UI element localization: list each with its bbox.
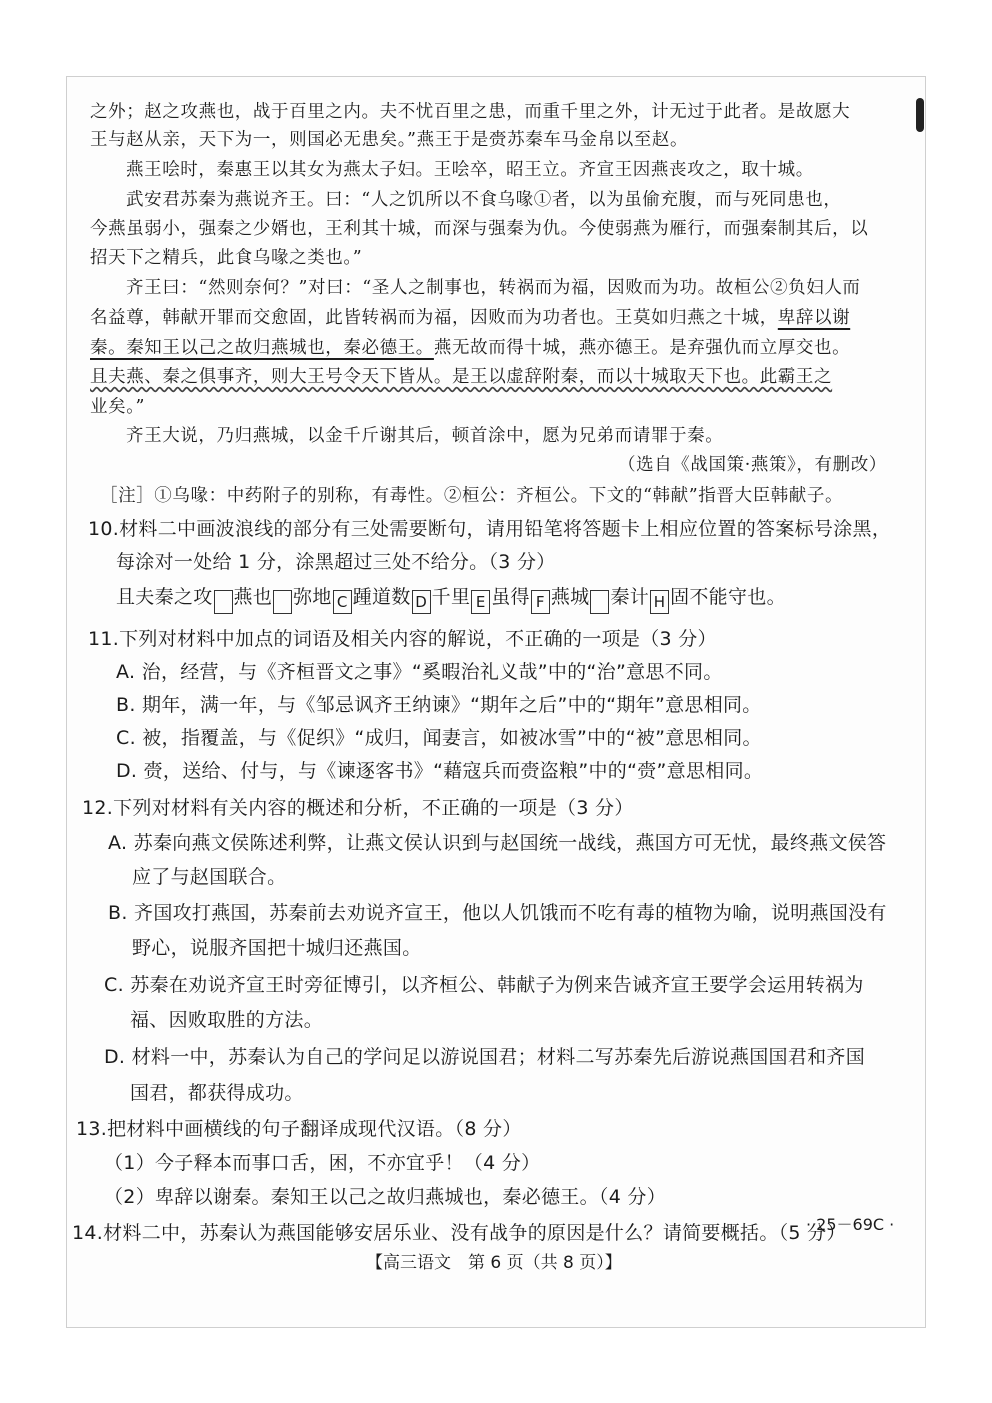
q12-stem: 12.下列对材料有关内容的概述和分析，不正确的一项是（3 分） bbox=[82, 797, 634, 819]
q13-sentence-1: （1）今子释本而事口舌，困，不亦宜乎！（4 分） bbox=[104, 1152, 541, 1174]
passage-line-1: 之外；赵之攻燕也，战于百里之内。夫不忧百里之患，而重千里之外，计无过于此者。是故愿大 bbox=[90, 102, 851, 122]
q12-option-b-line1[interactable]: B. 齐国攻打燕国，苏秦前去劝说齐宣王，他以人饥饿而不吃有毒的植物为喻，说明燕国没有 bbox=[108, 902, 887, 924]
q10-seg-4: 千里 bbox=[431, 586, 471, 608]
q10-seg-1: 燕也 bbox=[233, 586, 273, 608]
q11-option-d[interactable]: D. 赍，送给、付与，与《谏逐客书》“藉寇兵而赍盗粮”中的“赍”意思相同。 bbox=[116, 760, 764, 782]
q13-stem: 13.把材料中画横线的句子翻译成现代汉语。（8 分） bbox=[76, 1118, 522, 1140]
passage-line-5: 今燕虽弱小，强秦之少婿也，王利其十城，而深与强秦为仇。今使弱燕为雁行，而强秦制其后，以 bbox=[90, 219, 869, 239]
q12-option-d-line2: 国君，都获得成功。 bbox=[130, 1082, 304, 1104]
q10-seg-5: 虽得 bbox=[491, 586, 530, 608]
q12-option-a-line2: 应了与赵国联合。 bbox=[132, 866, 287, 888]
q12-option-a-line1[interactable]: A. 苏秦向燕文侯陈述利弊，让燕文侯认识到与赵国统一战线，燕国方可无忧，最终燕文侯答 bbox=[108, 832, 887, 854]
q10-answer-box-b[interactable] bbox=[273, 590, 292, 614]
passage-line-4: 武安君苏秦为燕说齐王。曰：“人之饥所以不食乌喙①者，以为虽偷充腹，而与死同患也， bbox=[126, 190, 842, 210]
q12-option-c-line2: 福、因败取胜的方法。 bbox=[130, 1009, 324, 1031]
page-footer: 【高三语文 第 6 页（共 8 页）】 bbox=[366, 1253, 622, 1273]
q10-stem: 10.材料二中画波浪线的部分有三处需要断句，请用铅笔将答题卡上相应位置的答案标号涂黑， bbox=[88, 518, 892, 540]
q10-seg-2: 弥地 bbox=[293, 586, 332, 608]
q10-seg-0: 且夫秦之攻 bbox=[116, 586, 213, 608]
scan-mark bbox=[916, 98, 924, 132]
passage-line-8-text: 名益尊，韩献开罪而交愈固，此皆转祸而为福，因败而为功者也。王莫如归燕之十城， bbox=[90, 308, 778, 328]
q10-answer-box-e[interactable]: E bbox=[471, 590, 490, 614]
passage-note: ［注］①乌喙：中药附子的别称，有毒性。②桓公：齐桓公。下文的“韩献”指晋大臣韩献子。 bbox=[100, 486, 844, 506]
q11-option-a[interactable]: A. 治，经营，与《齐桓晋文之事》“奚暇治礼义哉”中的“治”意思不同。 bbox=[116, 661, 723, 683]
passage-line-2: 王与赵从亲，天下为一，则国必无患矣。”燕王于是赍苏秦车马金帛以至赵。 bbox=[90, 130, 689, 150]
q10-answer-box-g[interactable] bbox=[590, 590, 609, 614]
passage-line-8 bbox=[90, 310, 850, 328]
q10-seg-7: 秦计 bbox=[610, 586, 650, 608]
q10-seg-8: 固不能守也。 bbox=[670, 586, 786, 608]
passage-line-9-text: 燕无故而得十城，燕亦德王。是弃强仇而立厚交也。 bbox=[433, 338, 851, 358]
q10-answer-box-d[interactable]: D bbox=[412, 590, 431, 614]
underlined-sentence-part1: 卑辞以谢 bbox=[777, 308, 851, 328]
q10-answer-box-c[interactable]: C bbox=[333, 590, 352, 614]
q13-sentence-2: （2）卑辞以谢秦。秦知王以己之故归燕城也，秦必德王。（4 分） bbox=[104, 1186, 667, 1208]
passage-source: （选自《战国策·燕策》，有删改） bbox=[618, 455, 887, 475]
q12-option-b-line2: 野心，说服齐国把十城归还燕国。 bbox=[132, 937, 422, 959]
q10-answer-box-a[interactable] bbox=[214, 590, 233, 614]
q14-stem: 14.材料二中，苏秦认为燕国能够安居乐业、没有战争的原因是什么？请简要概括。（5 分） bbox=[72, 1222, 846, 1244]
q10-seg-3: 踵道数 bbox=[352, 586, 411, 608]
passage-line-10: 且夫燕、秦之俱事齐，则大王号令天下皆从。是王以虚辞附秦，而以十城取天下也。此霸王之 bbox=[90, 367, 833, 387]
q10-answer-box-h[interactable]: H bbox=[650, 590, 669, 614]
q11-option-b[interactable]: B. 期年，满一年，与《邹忌讽齐王纳谏》“期年之后”中的“期年”意思相同。 bbox=[116, 694, 762, 716]
q12-option-c-line1[interactable]: C. 苏秦在劝说齐宣王时旁征博引，以齐桓公、韩献子为例来告诫齐宣王要学会运用转祸为 bbox=[104, 974, 864, 996]
q10-sentence bbox=[116, 588, 786, 614]
exam-code: · 25－69C · bbox=[806, 1215, 895, 1234]
q11-option-c[interactable]: C. 被，指覆盖，与《促织》“成归，闻妻言，如被冰雪”中的“被”意思相同。 bbox=[116, 727, 762, 749]
passage-line-11: 业矣。” bbox=[90, 397, 146, 417]
q11-stem: 11.下列对材料中加点的词语及相关内容的解说，不正确的一项是（3 分） bbox=[88, 628, 717, 650]
q12-option-d-line1[interactable]: D. 材料一中，苏秦认为自己的学问足以游说国君；材料二写苏秦先后游说燕国国君和齐国 bbox=[104, 1046, 866, 1068]
q10-seg-6: 燕城 bbox=[550, 586, 590, 608]
passage-line-3: 燕王哙时，秦惠王以其女为燕太子妇。王哙卒，昭王立。齐宣王因燕丧攻之，取十城。 bbox=[126, 160, 814, 180]
passage-line-9 bbox=[90, 340, 850, 358]
passage-line-7: 齐王曰：“然则奈何？”对曰：“圣人之制事也，转祸而为福，因败而为功。故桓公②负妇人而 bbox=[126, 278, 861, 298]
q10-stem-2: 每涂对一处给 1 分，涂黑超过三处不给分。（3 分） bbox=[116, 551, 556, 573]
q10-answer-box-f[interactable]: F bbox=[531, 590, 550, 614]
underlined-sentence-part2: 秦。秦知王以己之故归燕城也，秦必德王。 bbox=[90, 338, 434, 358]
passage-line-12: 齐王大说，乃归燕城，以金千斤谢其后，顿首涂中，愿为兄弟而请罪于秦。 bbox=[126, 426, 724, 446]
passage-line-6: 招天下之精兵，此食乌喙之类也。” bbox=[90, 248, 363, 268]
